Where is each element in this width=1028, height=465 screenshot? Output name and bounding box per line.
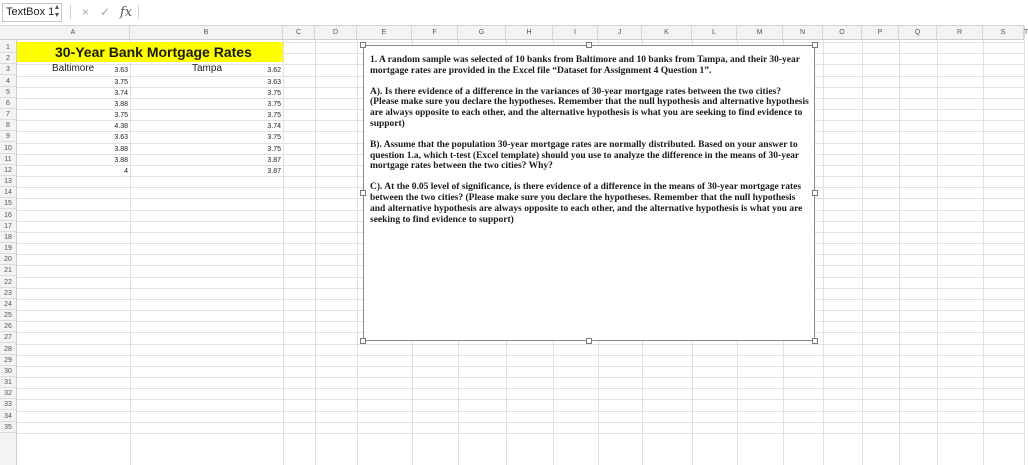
grid-column-line <box>899 40 900 465</box>
baltimore-rate-cell[interactable]: 4.38 <box>114 123 128 131</box>
grid-column-line <box>357 40 358 465</box>
column-header-j[interactable]: J <box>598 26 642 39</box>
formula-input[interactable] <box>142 4 1026 23</box>
grid-column-line <box>983 40 984 465</box>
resize-handle[interactable] <box>360 42 366 48</box>
resize-handle[interactable] <box>812 190 818 196</box>
grid-row-line <box>17 366 1024 367</box>
question-b-paragraph: B). Assume that the population 30-year mortgage rates are normally distributed. Based on your answer to question 1.a, which t-test (Excel template) should you use to analyze the difference in the means of 30-year mortgage rates between the two cities? Why? <box>370 139 799 172</box>
column-header-q[interactable]: Q <box>899 26 937 39</box>
tampa-rate-cell[interactable]: 3.75 <box>267 89 281 97</box>
baltimore-rate-cell[interactable]: 3.63 <box>114 134 128 142</box>
row-header-7[interactable]: 7 <box>0 109 16 120</box>
column-header-f[interactable]: F <box>412 26 458 39</box>
column-header-m[interactable]: M <box>737 26 783 39</box>
column-header-e[interactable]: E <box>357 26 412 39</box>
row-header-32[interactable]: 32 <box>0 388 16 399</box>
tampa-rate-cell[interactable]: 3.87 <box>267 156 281 164</box>
resize-handle[interactable] <box>586 338 592 344</box>
resize-handle[interactable] <box>812 42 818 48</box>
row-header-19[interactable]: 19 <box>0 243 16 254</box>
sheet-title-cell[interactable]: 30-Year Bank Mortgage Rates <box>17 42 283 62</box>
column-header-g[interactable]: G <box>458 26 506 39</box>
grid-row-line <box>17 433 1024 434</box>
row-header-21[interactable]: 21 <box>0 265 16 276</box>
grid-column-line <box>283 40 284 465</box>
row-header-24[interactable]: 24 <box>0 299 16 310</box>
grid-row-line <box>17 411 1024 412</box>
column-header-n[interactable]: N <box>783 26 823 39</box>
baltimore-rate-cell[interactable]: 3.88 <box>114 156 128 164</box>
row-header-25[interactable]: 25 <box>0 310 16 321</box>
question-c-paragraph: C). At the 0.05 level of significance, is there evidence of a difference in the means of 30-year mortgage rates between the two cities? (Please make sure you declare the hypotheses. Remember that the null hypothesis and alternative hypothesis are always opposite to each other, and the alternative hypothesis is what you are seeking to find evidence to support) <box>370 182 803 225</box>
row-header-17[interactable]: 17 <box>0 221 16 232</box>
row-header-33[interactable]: 33 <box>0 399 16 410</box>
grid-row-line <box>17 355 1024 356</box>
tampa-rate-cell[interactable]: 3.75 <box>267 145 281 153</box>
column-header-b[interactable]: B <box>130 26 283 39</box>
tampa-rate-cell[interactable]: 3.75 <box>267 134 281 142</box>
row-header-23[interactable]: 23 <box>0 288 16 299</box>
row-header-28[interactable]: 28 <box>0 344 16 355</box>
resize-handle[interactable] <box>812 338 818 344</box>
question-textbox[interactable] <box>363 45 815 341</box>
resize-handle[interactable] <box>360 190 366 196</box>
row-header-8[interactable]: 8 <box>0 120 16 131</box>
formula-bar-divider <box>70 5 71 19</box>
baltimore-rate-cell[interactable]: 3.88 <box>114 100 128 108</box>
row-header-30[interactable]: 30 <box>0 366 16 377</box>
row-header-20[interactable]: 20 <box>0 254 16 265</box>
baltimore-rate-cell[interactable]: 3.88 <box>114 145 128 153</box>
row-header-16[interactable]: 16 <box>0 210 16 221</box>
column-headers <box>0 26 1028 40</box>
row-header-13[interactable]: 13 <box>0 176 16 187</box>
column-header-o[interactable]: O <box>823 26 862 39</box>
row-header-14[interactable]: 14 <box>0 187 16 198</box>
tampa-rate-cell[interactable]: 3.87 <box>267 167 281 175</box>
grid-row-line <box>17 388 1024 389</box>
enter-icon[interactable]: ✓ <box>100 5 111 19</box>
baltimore-rate-cell[interactable]: 4 <box>124 167 128 175</box>
row-header-27[interactable]: 27 <box>0 332 16 343</box>
tampa-rate-cell[interactable]: 3.75 <box>267 100 281 108</box>
grid-column-line <box>1024 40 1025 465</box>
grid-column-line <box>130 40 131 465</box>
tampa-rate-cell[interactable]: 3.62 <box>267 67 281 75</box>
grid-row-line <box>17 422 1024 423</box>
grid-row-line <box>17 399 1024 400</box>
baltimore-rate-cell[interactable]: 3.74 <box>114 89 128 97</box>
row-header-5[interactable]: 5 <box>0 87 16 98</box>
question-paragraph: 1. A random sample was selected of 10 banks from Baltimore and 10 banks from Tampa, and their 30-year mortgage rates are provided in the Excel file “Dataset for Assignment 4 Question 1”. <box>370 55 800 76</box>
row-header-3[interactable]: 3 <box>0 64 16 75</box>
grid-column-line <box>823 40 824 465</box>
column-header-h[interactable]: H <box>506 26 553 39</box>
row-header-12[interactable]: 12 <box>0 165 16 176</box>
tampa-header-cell[interactable]: Tampa <box>192 63 223 74</box>
textbox-text <box>370 55 810 235</box>
baltimore-rate-cell[interactable]: 3.75 <box>114 78 128 86</box>
row-header-10[interactable]: 10 <box>0 143 16 154</box>
baltimore-header-cell[interactable]: Baltimore <box>52 63 95 74</box>
column-header-l[interactable]: L <box>692 26 737 39</box>
column-header-i[interactable]: I <box>553 26 598 39</box>
formula-bar <box>0 0 1024 26</box>
row-header-4[interactable]: 4 <box>0 76 16 87</box>
row-header-18[interactable]: 18 <box>0 232 16 243</box>
column-header-c[interactable]: C <box>283 26 315 39</box>
grid-row-line <box>17 344 1024 345</box>
name-box[interactable]: TextBox 1 <box>2 3 62 22</box>
column-header-s[interactable]: S <box>983 26 1024 39</box>
row-header-29[interactable]: 29 <box>0 355 16 366</box>
column-header-a[interactable]: A <box>17 26 130 39</box>
name-box-dropdown-icon[interactable]: ▲ ▼ <box>53 4 61 19</box>
tampa-rate-cell[interactable]: 3.63 <box>267 78 281 86</box>
row-header-15[interactable]: 15 <box>0 198 16 209</box>
row-header-34[interactable]: 34 <box>0 411 16 422</box>
row-header-2[interactable]: 2 <box>0 53 16 64</box>
row-header-11[interactable]: 11 <box>0 154 16 165</box>
formula-bar-divider <box>138 5 139 19</box>
column-header-p[interactable]: P <box>862 26 899 39</box>
row-header-26[interactable]: 26 <box>0 321 16 332</box>
row-header-1[interactable]: 1 <box>0 42 16 53</box>
row-header-35[interactable]: 35 <box>0 422 16 433</box>
grid-column-line <box>937 40 938 465</box>
insert-function-icon[interactable]: fx <box>120 5 133 20</box>
column-header-d[interactable]: D <box>315 26 357 39</box>
row-header-31[interactable]: 31 <box>0 377 16 388</box>
grid-column-line <box>862 40 863 465</box>
cancel-icon[interactable]: × <box>82 5 90 19</box>
question-a-paragraph: A). Is there evidence of a difference in the variances of 30-year mortgage rates between the two cities? (Please make sure you declare the hypotheses. Remember that the null hypothesis and alternative hypothesis are always opposite to each other, and the alternative hypothesis is what you are seeking to find evidence to support) <box>370 86 809 129</box>
baltimore-rate-cell[interactable]: 3.63 <box>114 67 128 75</box>
resize-handle[interactable] <box>360 338 366 344</box>
resize-handle[interactable] <box>586 42 592 48</box>
column-header-r[interactable]: R <box>937 26 983 39</box>
tampa-rate-cell[interactable]: 3.75 <box>267 112 281 120</box>
row-headers <box>0 40 17 465</box>
row-header-9[interactable]: 9 <box>0 131 16 142</box>
baltimore-rate-cell[interactable]: 3.75 <box>114 112 128 120</box>
grid-row-line <box>17 377 1024 378</box>
grid-column-line <box>315 40 316 465</box>
column-header-k[interactable]: K <box>642 26 692 39</box>
column-header-t[interactable]: T <box>1024 26 1025 39</box>
row-header-22[interactable]: 22 <box>0 277 16 288</box>
row-header-6[interactable]: 6 <box>0 98 16 109</box>
tampa-rate-cell[interactable]: 3.74 <box>267 123 281 131</box>
